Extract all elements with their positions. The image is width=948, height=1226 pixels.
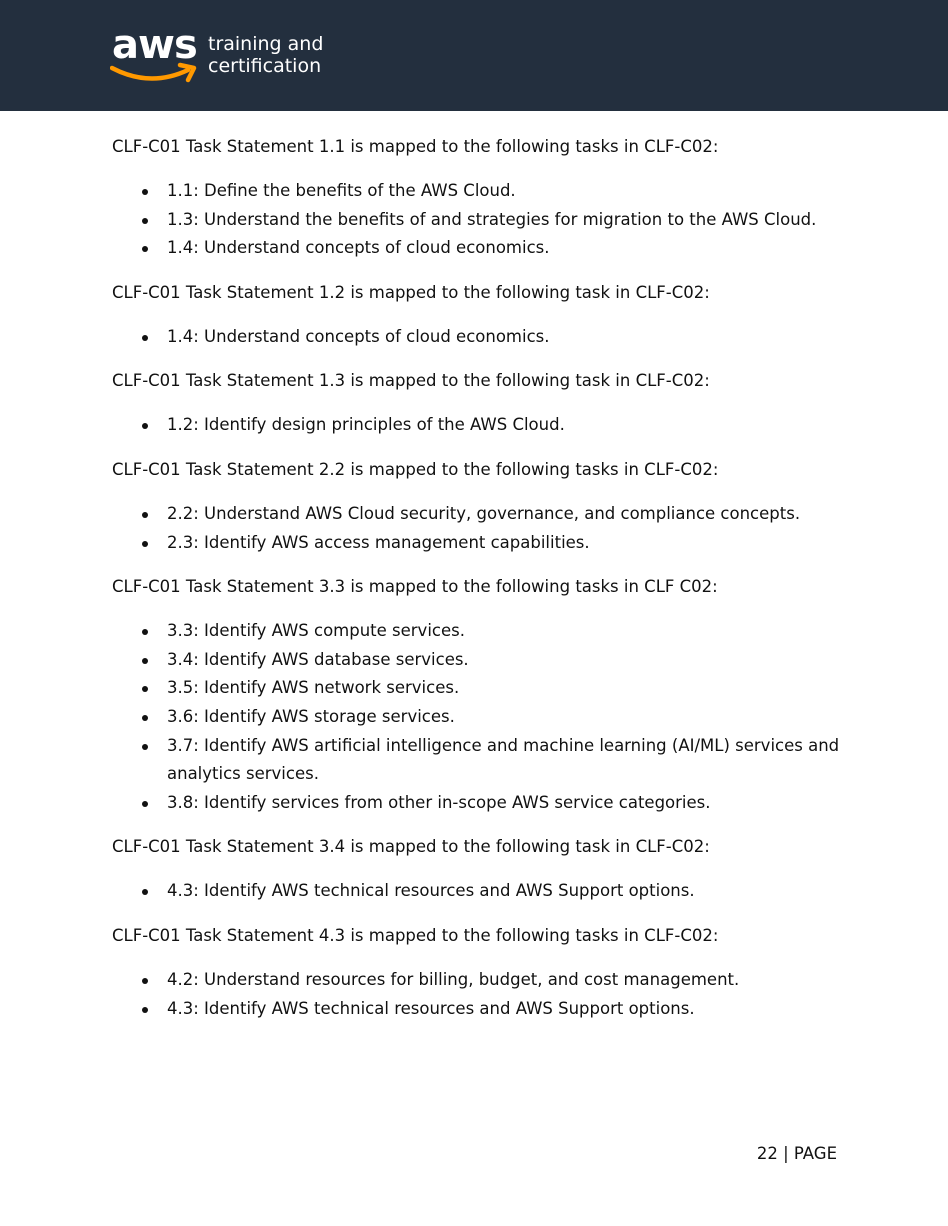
tagline-line1: training and [208,33,324,55]
task-list-item: 1.1: Define the benefits of the AWS Cloud. [112,177,852,206]
aws-logo-wordmark: aws [112,22,197,68]
task-statement-heading: CLF-C01 Task Statement 4.3 is mapped to the following tasks in CLF-C02: [112,925,719,945]
task-statement-heading: CLF-C01 Task Statement 1.2 is mapped to the following task in CLF-C02: [112,282,710,302]
task-list-item: 1.3: Understand the benefits of and strategies for migration to the AWS Cloud. [112,206,852,235]
task-statement-heading: CLF-C01 Task Statement 2.2 is mapped to the following tasks in CLF-C02: [112,459,719,479]
tagline-line2: certification [208,55,322,77]
logo-tagline [208,33,323,77]
task-list-item: 3.3: Identify AWS compute services. [112,617,852,646]
task-statement-heading: CLF-C01 Task Statement 3.3 is mapped to the following tasks in CLF C02: [112,577,718,597]
task-list-item: 4.3: Identify AWS technical resources and AWS Support options. [112,877,852,906]
task-list [112,177,852,263]
task-list [112,500,852,557]
task-statement-heading: CLF-C01 Task Statement 1.1 is mapped to the following tasks in CLF-C02: [112,137,719,156]
task-list [112,411,852,440]
task-list-item: 2.2: Understand AWS Cloud security, governance, and compliance concepts. [112,500,852,529]
page-number: 22 | PAGE [756,1144,837,1163]
task-list [112,877,852,906]
task-list [112,617,852,817]
task-list-item: 3.8: Identify services from other in-scope AWS service categories. [112,789,852,818]
task-statement-heading: CLF-C01 Task Statement 3.4 is mapped to the following task in CLF-C02: [112,837,710,857]
task-statement-heading: CLF-C01 Task Statement 1.3 is mapped to the following task in CLF-C02: [112,371,710,391]
task-list-item: 3.5: Identify AWS network services. [112,674,852,703]
task-list-item: 4.2: Understand resources for billing, budget, and cost management. [112,966,852,995]
task-list-item: 2.3: Identify AWS access management capabilities. [112,529,852,558]
task-list-item: 1.4: Understand concepts of cloud economics. [112,323,852,352]
aws-training-logo [110,22,350,88]
task-list-item: 1.2: Identify design principles of the AWS Cloud. [112,411,852,440]
task-list [112,966,852,1023]
task-list-item: 4.3: Identify AWS technical resources and AWS Support options. [112,995,852,1024]
task-list-item: 3.4: Identify AWS database services. [112,646,852,675]
task-list-item: 1.4: Understand concepts of cloud economics. [112,234,852,263]
aws-smile-icon [110,62,200,86]
task-list-item: 3.7: Identify AWS artificial intelligence and machine learning (AI/ML) services and analytics services. [112,732,852,789]
page-header [0,0,948,111]
document-body [112,133,852,1039]
task-list [112,323,852,352]
task-list-item: 3.6: Identify AWS storage services. [112,703,852,732]
